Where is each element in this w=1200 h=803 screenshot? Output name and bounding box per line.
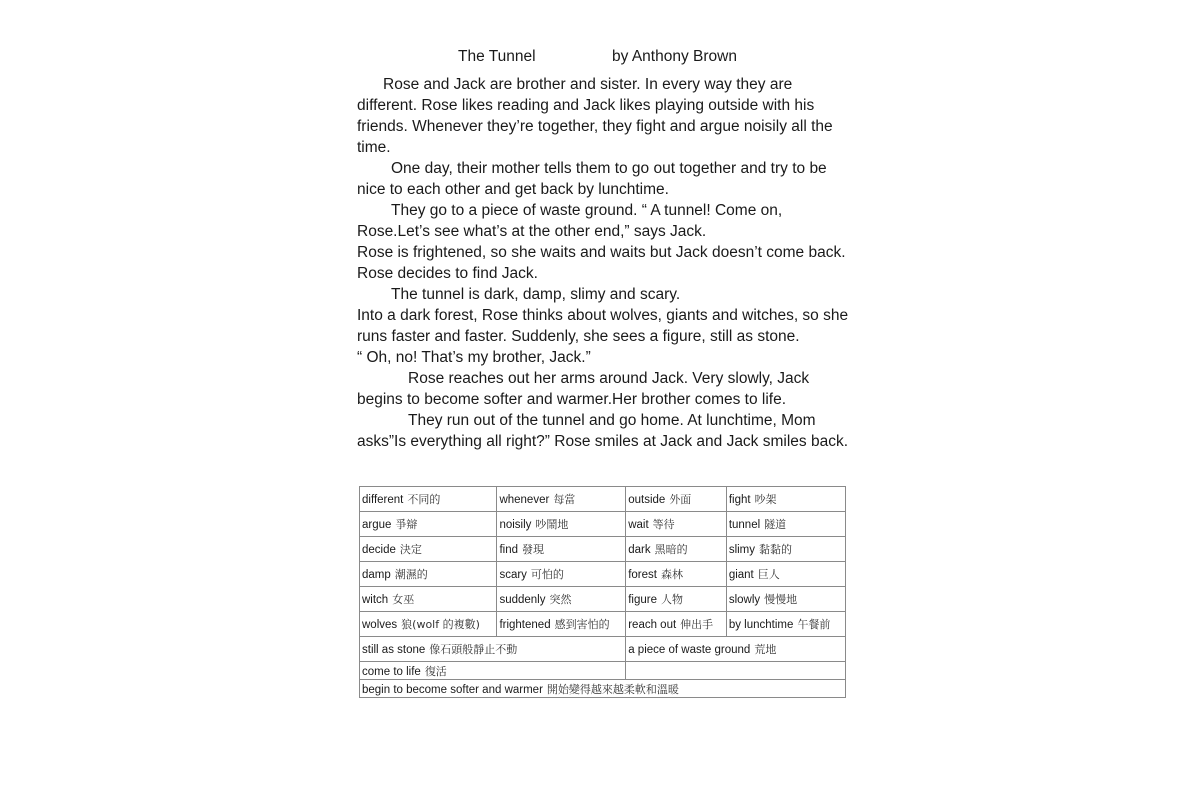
vocab-word: forest bbox=[628, 569, 657, 581]
vocab-translation: 發現 bbox=[521, 543, 544, 556]
story-title: The Tunnel bbox=[458, 48, 536, 65]
vocab-word: find bbox=[499, 544, 518, 556]
vocab-translation: 荒地 bbox=[754, 643, 777, 656]
vocab-translation: 狼(wolf 的複數) bbox=[401, 618, 480, 631]
vocab-cell bbox=[360, 662, 626, 680]
story-paragraph: They run out of the tunnel and go home. At lunchtime, Mom asks”Is everything all right?” Rose smiles at Jack and Jack smiles back. bbox=[357, 412, 849, 450]
vocab-word: figure bbox=[628, 594, 657, 606]
story-paragraph: Rose is frightened, so she waits and waits but Jack doesn’t come back. bbox=[357, 244, 846, 261]
vocab-translation: 伸出手 bbox=[680, 618, 714, 631]
vocab-cell bbox=[726, 537, 845, 562]
document-page bbox=[357, 45, 852, 452]
vocab-cell bbox=[726, 587, 845, 612]
vocab-word: noisily bbox=[499, 519, 532, 531]
vocab-word: slimy bbox=[728, 544, 756, 556]
vocab-word: witch bbox=[362, 594, 389, 606]
story-paragraph: Rose reaches out her arms around Jack. Very slowly, Jack begins to become softer and warmer.Her brother comes to life. bbox=[357, 370, 810, 408]
vocab-cell bbox=[726, 612, 845, 637]
vocab-cell bbox=[497, 487, 626, 512]
vocab-translation: 人物 bbox=[661, 593, 683, 606]
vocab-cell bbox=[360, 680, 846, 698]
vocab-translation: 感到害怕的 bbox=[554, 618, 610, 631]
story-paragraph: Rose decides to find Jack. bbox=[357, 265, 538, 282]
vocab-translation: 決定 bbox=[399, 543, 422, 556]
story-paragraph: They go to a piece of waste ground. “ A tunnel! Come on, Rose.Let’s see what’s at the other end,” says Jack. bbox=[357, 202, 783, 240]
vocab-word: still as stone bbox=[362, 644, 426, 656]
vocab-cell bbox=[360, 562, 497, 587]
vocab-word: different bbox=[362, 494, 404, 506]
vocab-cell bbox=[497, 612, 626, 637]
vocab-cell bbox=[497, 537, 626, 562]
story-paragraph: One day, their mother tells them to go out together and try to be nice to each other and get back by lunchtime. bbox=[357, 160, 827, 198]
vocab-word: frightened bbox=[499, 619, 551, 631]
vocab-cell bbox=[360, 512, 497, 537]
vocab-row bbox=[360, 537, 846, 562]
vocab-translation: 隧道 bbox=[764, 518, 787, 531]
vocab-translation: 等待 bbox=[652, 518, 675, 531]
vocab-word: whenever bbox=[499, 494, 550, 506]
vocab-row bbox=[360, 662, 846, 680]
vocab-word: begin to become softer and warmer bbox=[362, 683, 543, 696]
vocab-translation: 森林 bbox=[660, 568, 683, 581]
vocab-word: reach out bbox=[628, 619, 677, 631]
vocab-translation: 外面 bbox=[669, 493, 692, 506]
vocab-cell bbox=[626, 587, 727, 612]
vocab-translation: 吵架 bbox=[754, 493, 777, 506]
vocabulary-table bbox=[359, 486, 846, 698]
vocab-word: damp bbox=[362, 569, 391, 581]
vocab-word: argue bbox=[362, 519, 392, 531]
vocab-word: giant bbox=[728, 569, 754, 581]
vocab-word: dark bbox=[628, 544, 651, 556]
vocab-cell bbox=[360, 587, 497, 612]
vocab-word: fight bbox=[728, 494, 751, 506]
vocab-translation: 吵鬧地 bbox=[535, 518, 569, 531]
vocab-word: a piece of waste ground bbox=[628, 644, 751, 656]
vocab-row bbox=[360, 612, 846, 637]
vocab-word: wolves bbox=[362, 619, 398, 631]
vocab-cell bbox=[360, 537, 497, 562]
vocab-cell bbox=[497, 587, 626, 612]
vocab-word: suddenly bbox=[499, 594, 546, 606]
vocab-word: outside bbox=[628, 494, 666, 506]
title-line bbox=[357, 45, 852, 71]
vocab-cell bbox=[360, 487, 497, 512]
vocab-word: tunnel bbox=[728, 519, 761, 531]
story-author: by Anthony Brown bbox=[612, 48, 737, 65]
vocab-word: scary bbox=[499, 569, 527, 581]
vocab-cell bbox=[626, 487, 727, 512]
vocab-translation: 女巫 bbox=[392, 593, 415, 606]
vocab-translation: 開始變得越來越柔軟和溫暖 bbox=[546, 682, 679, 696]
story-text bbox=[357, 74, 852, 452]
vocab-row bbox=[360, 512, 846, 537]
story-paragraph: Rose and Jack are brother and sister. In every way they are different. Rose likes reading and Jack likes playing outside with his friends. Whenever they’re together, they fight and argue noisily all the time. bbox=[357, 76, 833, 156]
story-paragraph: “ Oh, no! That’s my brother, Jack.” bbox=[357, 349, 591, 366]
vocab-cell bbox=[626, 512, 727, 537]
vocab-cell bbox=[626, 637, 846, 662]
vocab-translation: 巨人 bbox=[757, 568, 780, 581]
vocab-translation: 黑暗的 bbox=[654, 543, 688, 556]
vocab-cell bbox=[497, 562, 626, 587]
vocab-row bbox=[360, 562, 846, 587]
story-paragraph: Into a dark forest, Rose thinks about wolves, giants and witches, so she runs faster and faster. Suddenly, she sees a figure, still as stone. bbox=[357, 307, 849, 345]
vocab-translation: 每當 bbox=[553, 493, 576, 506]
vocab-word: wait bbox=[628, 519, 649, 531]
vocab-word: slowly bbox=[728, 594, 761, 606]
vocab-row bbox=[360, 487, 846, 512]
vocab-translation: 潮濕的 bbox=[394, 568, 428, 581]
vocab-translation: 復活 bbox=[424, 664, 447, 678]
vocab-cell bbox=[626, 562, 727, 587]
vocab-cell bbox=[726, 512, 845, 537]
vocab-cell bbox=[626, 662, 846, 680]
vocab-translation: 不同的 bbox=[407, 493, 441, 506]
vocab-row bbox=[360, 680, 846, 698]
vocab-cell bbox=[626, 612, 727, 637]
vocab-cell bbox=[726, 487, 845, 512]
vocab-cell bbox=[726, 562, 845, 587]
vocab-cell bbox=[360, 612, 497, 637]
vocab-cell bbox=[626, 537, 727, 562]
vocab-cell bbox=[360, 637, 626, 662]
vocab-translation: 可怕的 bbox=[530, 568, 564, 581]
vocab-word: by lunchtime bbox=[728, 619, 794, 631]
vocab-word: come to life bbox=[362, 665, 421, 678]
vocab-translation: 突然 bbox=[549, 593, 572, 606]
vocab-word: decide bbox=[362, 544, 396, 556]
story-paragraph: The tunnel is dark, damp, slimy and scary. bbox=[391, 286, 681, 303]
vocab-translation: 黏黏的 bbox=[759, 543, 793, 556]
vocab-row bbox=[360, 637, 846, 662]
vocab-translation: 午餐前 bbox=[797, 618, 831, 631]
vocab-translation: 爭辯 bbox=[395, 518, 418, 531]
vocab-translation: 像石頭般靜止不動 bbox=[429, 643, 518, 656]
vocab-cell bbox=[497, 512, 626, 537]
vocab-translation: 慢慢地 bbox=[764, 593, 798, 606]
vocab-row bbox=[360, 587, 846, 612]
